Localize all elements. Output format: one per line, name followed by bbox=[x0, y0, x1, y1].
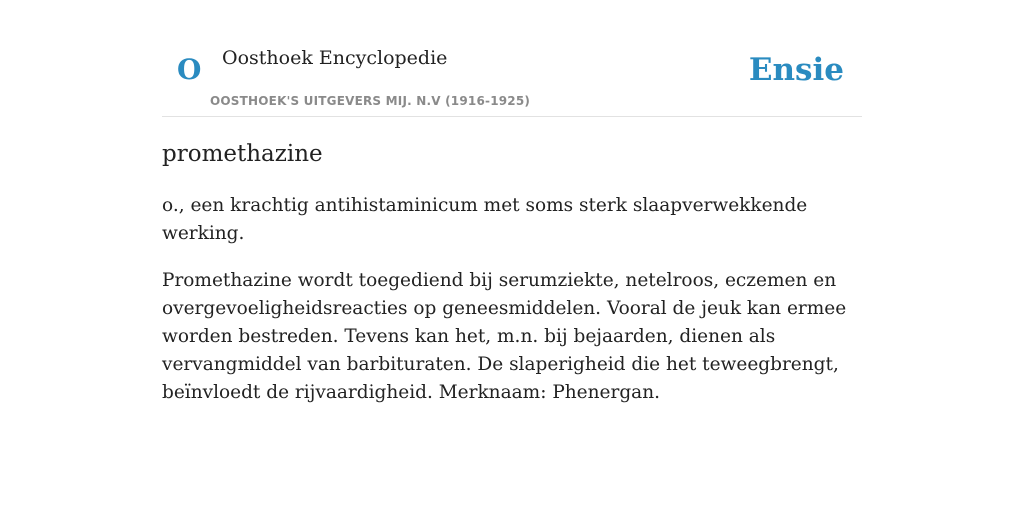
site-header bbox=[162, 0, 862, 117]
entry-content bbox=[162, 192, 862, 426]
entry-body-text: Promethazine wordt toegediend bij serumziekte, netelroos, eczemen en overgevoeligheidsreacties op geneesmiddelen. Vooral de jeuk kan ermee worden bestreden. Tevens kan het, m.n. bij bejaarden, dienen als vervangmiddel van barbituraten. De slaperigheid die het teweegbrengt, beïnvloedt de rijvaardigheid. Merknaam: Phenergan. bbox=[162, 270, 847, 403]
entry-title: promethazine bbox=[162, 141, 323, 167]
ensie-logo-link[interactable]: Ensie bbox=[748, 52, 844, 88]
page bbox=[162, 0, 862, 512]
oosthoek-logo[interactable]: O bbox=[177, 53, 202, 86]
publisher-label: OOSTHOEK'S UITGEVERS MIJ. N.V (1916-1925) bbox=[210, 94, 531, 108]
site-title[interactable]: Oosthoek Encyclopedie bbox=[222, 47, 448, 69]
entry-definition: o., een krachtig antihistaminicum met soms sterk slaapverwekkende werking. bbox=[162, 195, 808, 244]
